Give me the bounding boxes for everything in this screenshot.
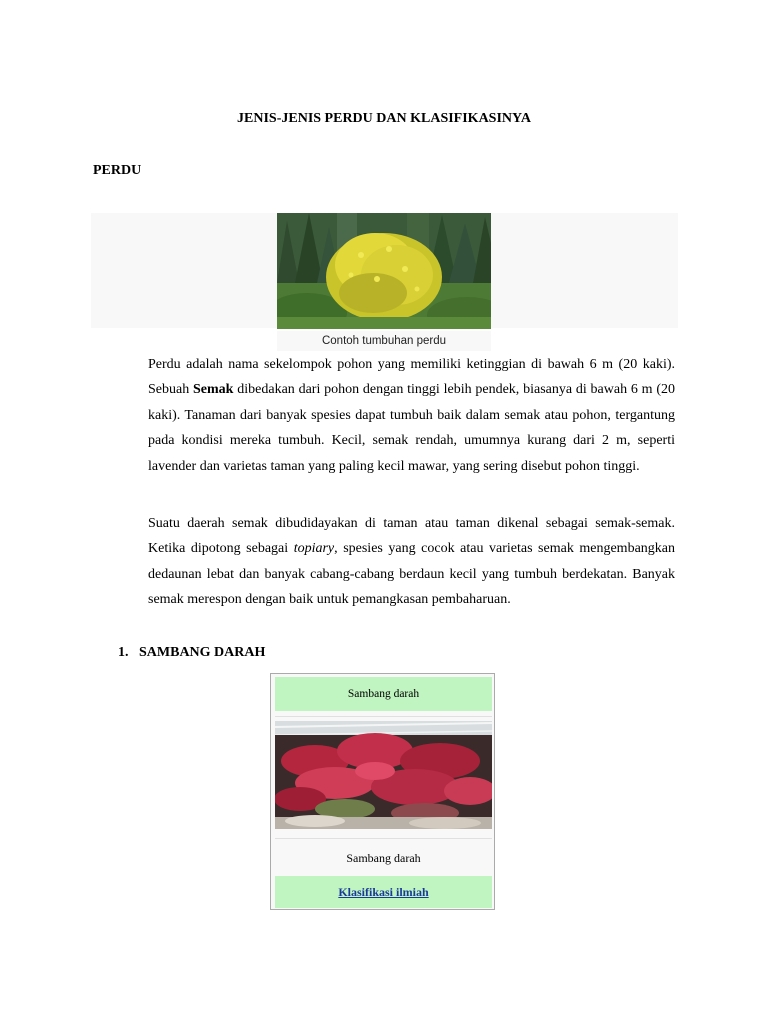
paragraph-definition <box>148 352 675 479</box>
paragraph-2-text-b: , spesies yang cocok atau varietas semak mengembangkan dedaunan lebat dan banyak cabang-cabang berdaun kecil yang tumbuh berdekatan. Banyak semak merespon dengan baik untuk pemangkasan pembaharuan. <box>148 541 675 608</box>
infobox-title: Sambang darah <box>275 677 492 711</box>
infobox-classification-row <box>275 876 492 908</box>
term-topiary: topiary <box>293 541 335 557</box>
term-semak: Semak <box>193 382 234 398</box>
list-number: 1. <box>118 645 129 660</box>
shrub-photo <box>277 213 491 329</box>
infobox-divider <box>275 716 492 717</box>
infobox-divider <box>275 838 492 839</box>
section-heading-perdu: PERDU <box>93 163 142 178</box>
paragraph-1-text-a: Perdu adalah nama sekelompok pohon yang memiliki ketinggian di bawah 6 m (20 kaki). Sebuah <box>148 357 675 398</box>
paragraph-cultivation <box>148 511 675 613</box>
paragraph-1-text-b: dibedakan dari pohon dengan tinggi lebih pendek, biasanya di bawah 6 m (20 kaki). Tanaman dari banyak spesies dapat tumbuh baik dalam semak atau pohon, tergantung pada kondisi mereka tumbuh. Kecil, semak rendah, umumnya kurang dari 2 m, seperti lavender dan varietas taman yang paling kecil mawar, yang sering disebut pohon tinggi. <box>148 382 675 474</box>
infobox-sambang-darah <box>270 673 495 910</box>
page-title: JENIS-JENIS PERDU DAN KLASIFIKASINYA <box>237 111 531 126</box>
figure-caption: Contoh tumbuhan perdu <box>277 331 491 351</box>
classification-link[interactable]: Klasifikasi ilmiah <box>338 885 429 899</box>
list-heading-sambang-darah <box>118 645 265 661</box>
paragraph-2-text-a: Suatu daerah semak dibudidayakan di taman atau taman dikenal sebagai semak-semak. Ketika dipotong sebagai <box>148 516 675 557</box>
list-label: SAMBANG DARAH <box>139 645 266 660</box>
sambang-darah-photo <box>275 721 492 829</box>
infobox-image-caption: Sambang darah <box>346 851 421 865</box>
